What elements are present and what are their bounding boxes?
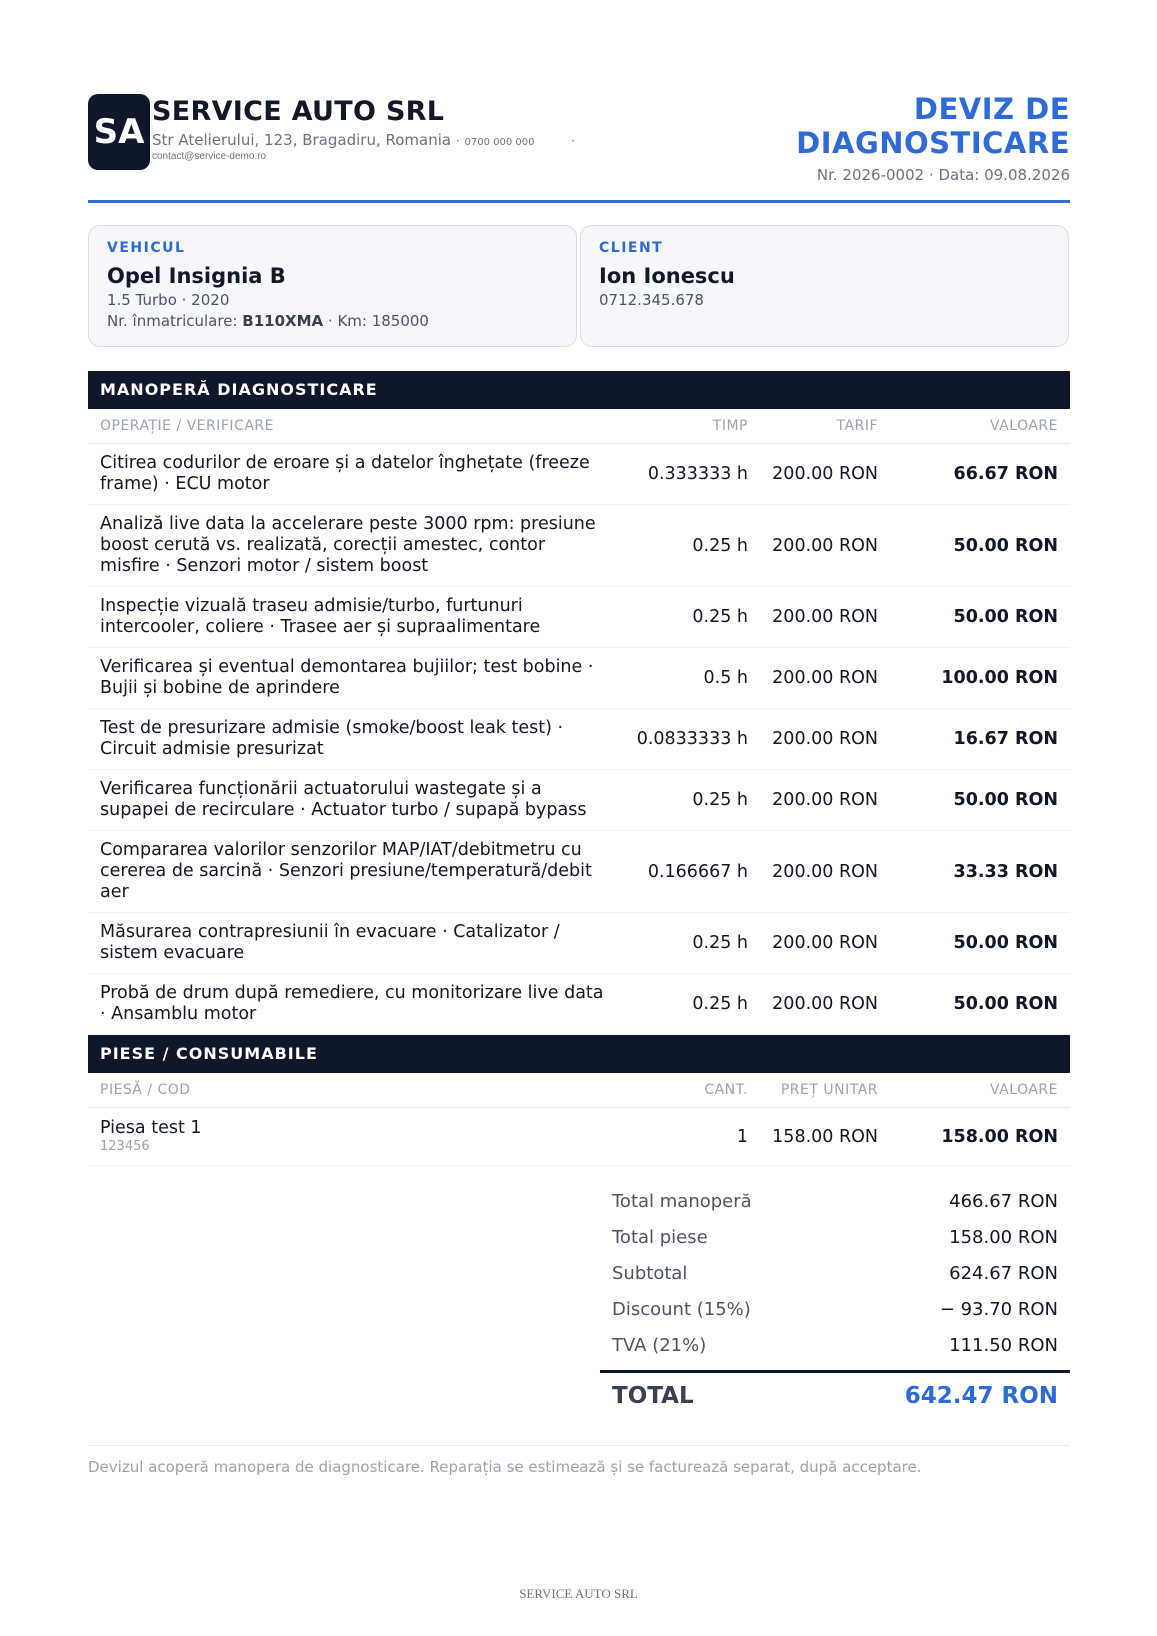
page-footer: SERVICE AUTO SRL xyxy=(519,1586,638,1601)
company-email: contact@service-demo.ro xyxy=(152,151,267,162)
table-row xyxy=(88,974,1070,1035)
operation-rate: 200.00 RON xyxy=(760,831,890,913)
grand-total-label: TOTAL xyxy=(612,1383,694,1409)
operation-rate: 200.00 RON xyxy=(760,913,890,974)
operation-desc: Compararea valorilor senzorilor MAP/IAT/debitmetru cu cererea de sarcină · Senzori presiune/temperatură/debit aer xyxy=(88,831,620,913)
col-header: TIMP xyxy=(620,409,760,444)
total-row xyxy=(600,1256,1070,1292)
company-info xyxy=(152,96,612,162)
footnote: Devizul acoperă manopera de diagnosticare. Reparația se estimează și se facturează separat, după acceptare. xyxy=(88,1445,1070,1476)
document-title-line1: DEVIZ DE xyxy=(913,92,1070,126)
operation-time: 0.25 h xyxy=(620,587,760,648)
part-qty: 1 xyxy=(620,1108,760,1166)
total-label: Discount (15%) xyxy=(612,1299,751,1320)
document-title-block xyxy=(710,92,1070,184)
total-row xyxy=(600,1184,1070,1220)
totals-block xyxy=(600,1184,1070,1409)
invoice-page xyxy=(88,92,1070,1476)
operation-desc: Citirea codurilor de eroare și a datelor înghețate (freeze frame) · ECU motor xyxy=(88,444,620,505)
vehicle-label: VEHICUL xyxy=(107,240,186,256)
total-row xyxy=(600,1328,1070,1364)
operation-desc: Inspecție vizuală traseu admisie/turbo, furtunuri intercooler, coliere · Trasee aer și supraalimentare xyxy=(88,587,620,648)
company-phone: 0700 000 000 xyxy=(464,137,535,148)
company-name: SERVICE AUTO SRL xyxy=(152,96,445,127)
vehicle-plate-line xyxy=(107,312,558,330)
table-row xyxy=(88,1108,1070,1166)
company-logo: SA xyxy=(88,94,150,170)
operation-value: 50.00 RON xyxy=(890,505,1070,587)
operation-rate: 200.00 RON xyxy=(760,770,890,831)
vehicle-card xyxy=(88,225,577,347)
grand-total-value: 642.47 RON xyxy=(904,1383,1058,1409)
operation-value: 16.67 RON xyxy=(890,709,1070,770)
col-header: PIESĂ / COD xyxy=(88,1073,620,1108)
operation-desc: Măsurarea contrapresiunii în evacuare · Catalizator / sistem evacuare xyxy=(88,913,620,974)
total-row xyxy=(600,1292,1070,1328)
vehicle-engine-year: 1.5 Turbo · 2020 xyxy=(107,291,230,309)
company-contact-line xyxy=(152,131,612,149)
client-card xyxy=(580,225,1069,347)
operation-time: 0.5 h xyxy=(620,648,760,709)
operation-desc: Analiză live data la accelerare peste 3000 rpm: presiune boost cerută vs. realizată, corecții amestec, contor misfire · Senzori motor / sistem boost xyxy=(88,505,620,587)
parts-section-title: PIESE / CONSUMABILE xyxy=(88,1035,1070,1073)
operation-time: 0.333333 h xyxy=(620,444,760,505)
operation-time: 0.25 h xyxy=(620,913,760,974)
labor-header-row xyxy=(88,409,1070,444)
operation-value: 66.67 RON xyxy=(890,444,1070,505)
document-title xyxy=(710,92,1070,160)
part-name: Piesa test 1 xyxy=(100,1118,202,1138)
total-value: − 93.70 RON xyxy=(939,1299,1058,1320)
operation-rate: 200.00 RON xyxy=(760,444,890,505)
client-phone: 0712.345.678 xyxy=(599,291,704,309)
total-value: 624.67 RON xyxy=(949,1263,1058,1284)
total-value: 158.00 RON xyxy=(949,1227,1058,1248)
table-row xyxy=(88,587,1070,648)
plate-label: Nr. înmatriculare: xyxy=(107,312,238,330)
parts-header-row xyxy=(88,1073,1070,1108)
parts-table xyxy=(88,1073,1070,1166)
table-row xyxy=(88,913,1070,974)
document-title-line2: DIAGNOSTICARE xyxy=(796,126,1070,160)
total-value: 466.67 RON xyxy=(949,1191,1058,1212)
part-code: 123456 xyxy=(100,1139,150,1154)
operation-time: 0.166667 h xyxy=(620,831,760,913)
company-address: Str Atelierului, 123, Bragadiru, Romania xyxy=(152,131,452,149)
table-row xyxy=(88,505,1070,587)
col-header: OPERAȚIE / VERIFICARE xyxy=(88,409,620,444)
operation-rate: 200.00 RON xyxy=(760,587,890,648)
operation-time: 0.25 h xyxy=(620,505,760,587)
info-cards xyxy=(88,225,1070,349)
document-meta: Nr. 2026-0002 · Data: 09.08.2026 xyxy=(816,166,1070,184)
table-row xyxy=(88,831,1070,913)
total-row xyxy=(600,1220,1070,1256)
total-label: TVA (21%) xyxy=(612,1335,707,1356)
client-label: CLIENT xyxy=(599,240,664,256)
part-unit-price: 158.00 RON xyxy=(760,1108,890,1166)
table-row xyxy=(88,709,1070,770)
operation-rate: 200.00 RON xyxy=(760,974,890,1035)
operation-desc: Probă de drum după remediere, cu monitorizare live data · Ansamblu motor xyxy=(88,974,620,1035)
total-value: 111.50 RON xyxy=(949,1335,1058,1356)
plate-number: B110XMA xyxy=(242,312,324,330)
operation-value: 33.33 RON xyxy=(890,831,1070,913)
separator: · xyxy=(571,134,576,148)
operation-desc: Verificarea funcționării actuatorului wastegate și a supapei de recirculare · Actuator turbo / supapă bypass xyxy=(88,770,620,831)
part-cell xyxy=(88,1108,620,1166)
operation-value: 100.00 RON xyxy=(890,648,1070,709)
col-header: VALOARE xyxy=(890,1073,1070,1108)
col-header: VALOARE xyxy=(890,409,1070,444)
operation-value: 50.00 RON xyxy=(890,913,1070,974)
operation-value: 50.00 RON xyxy=(890,770,1070,831)
labor-table xyxy=(88,409,1070,1035)
part-value: 158.00 RON xyxy=(890,1108,1070,1166)
operation-time: 0.25 h xyxy=(620,770,760,831)
operation-rate: 200.00 RON xyxy=(760,648,890,709)
col-header: PREȚ UNITAR xyxy=(760,1073,890,1108)
col-header: TARIF xyxy=(760,409,890,444)
operation-rate: 200.00 RON xyxy=(760,505,890,587)
operation-time: 0.0833333 h xyxy=(620,709,760,770)
operation-rate: 200.00 RON xyxy=(760,709,890,770)
vehicle-km: · Km: 185000 xyxy=(327,312,429,330)
grand-total-row xyxy=(600,1370,1070,1409)
document-header xyxy=(88,92,1070,203)
total-label: Subtotal xyxy=(612,1263,688,1284)
col-header: CANT. xyxy=(620,1073,760,1108)
operation-value: 50.00 RON xyxy=(890,974,1070,1035)
separator: · xyxy=(455,134,460,148)
operation-time: 0.25 h xyxy=(620,974,760,1035)
labor-section-title: MANOPERĂ DIAGNOSTICARE xyxy=(88,371,1070,409)
client-name: Ion Ionescu xyxy=(599,264,735,288)
operation-desc: Verificarea și eventual demontarea bujiilor; test bobine · Bujii și bobine de aprindere xyxy=(88,648,620,709)
total-label: Total piese xyxy=(612,1227,708,1248)
operation-desc: Test de presurizare admisie (smoke/boost leak test) · Circuit admisie presurizat xyxy=(88,709,620,770)
table-row xyxy=(88,770,1070,831)
vehicle-name: Opel Insignia B xyxy=(107,264,286,288)
operation-value: 50.00 RON xyxy=(890,587,1070,648)
table-row xyxy=(88,648,1070,709)
total-label: Total manoperă xyxy=(612,1191,752,1212)
table-row xyxy=(88,444,1070,505)
